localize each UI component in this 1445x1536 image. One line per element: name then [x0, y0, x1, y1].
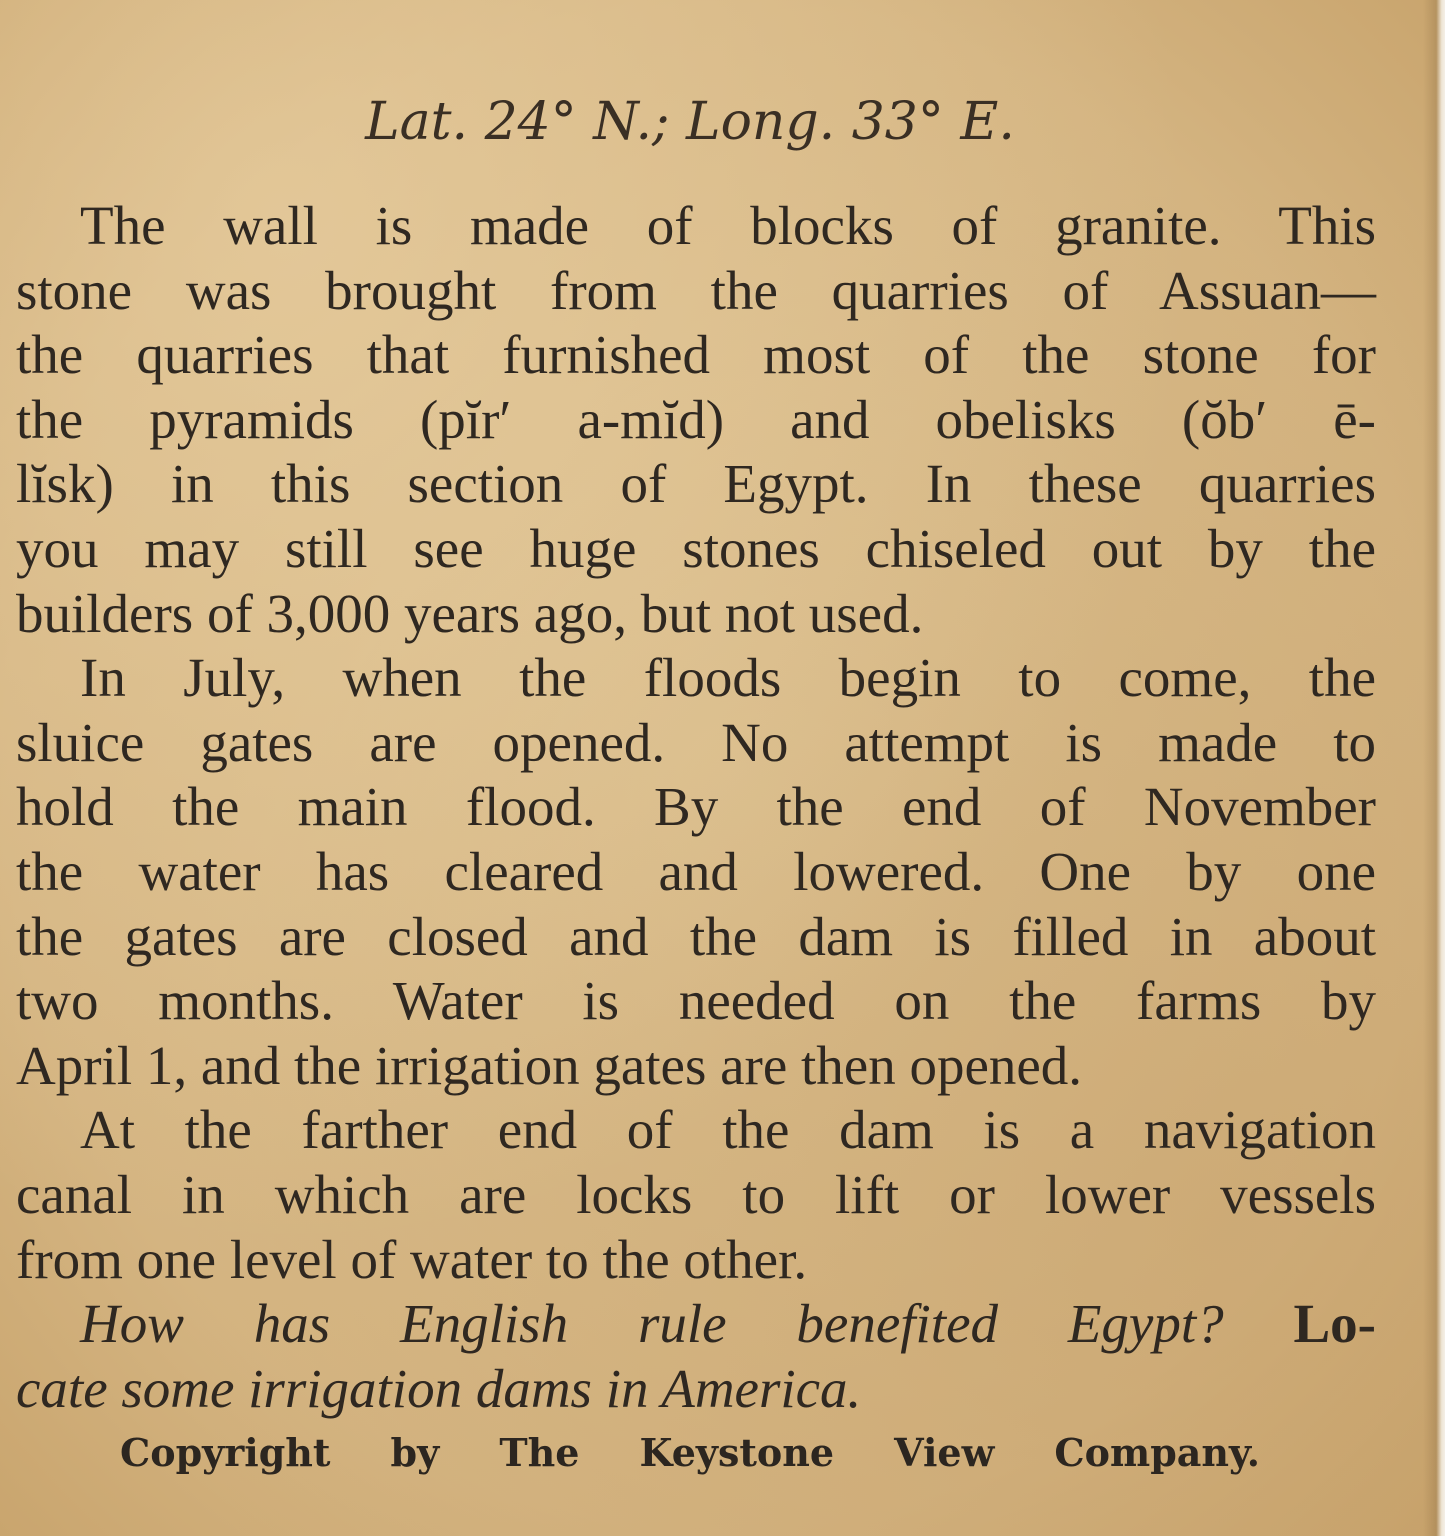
text-line: The wall is made of blocks of granite. This	[80, 195, 1376, 256]
text-line: you may still see huge stones chiseled out by the	[16, 517, 1376, 579]
text-line: the pyramids (pĭr′ a-mĭd) and obelisks (ŏb′ ē-	[16, 388, 1376, 450]
question-text: How has English rule benefited Egypt?	[80, 1293, 1224, 1355]
question-line	[16, 1292, 1376, 1357]
text-line: At the farther end of the dam is a navigation	[80, 1099, 1376, 1161]
paragraph-navigation	[16, 1098, 1376, 1292]
text-line: lĭsk) in this section of Egypt. In these quarries	[16, 453, 1376, 515]
text-line: canal in which are locks to lift or lower vessels	[16, 1163, 1376, 1225]
text-line: from one level of water to the other.	[16, 1228, 808, 1290]
coordinates-heading: Lat. 24° N.; Long. 33° E.	[365, 92, 1015, 152]
text-line: April 1, and the irrigation gates are then opened.	[16, 1034, 1083, 1096]
text-line: the quarries that furnished most of the stone for	[16, 324, 1376, 386]
text-line: In July, when the floods begin to come, the	[80, 647, 1376, 709]
paragraph-floods	[16, 646, 1376, 1098]
text-line: the gates are closed and the dam is filled in about	[16, 905, 1376, 967]
paragraph-granite	[16, 194, 1376, 646]
question-line: cate some irrigation dams in America.	[16, 1357, 862, 1419]
text-line: hold the main flood. By the end of November	[16, 776, 1376, 838]
question-hyphenated-word: Lo-	[1293, 1293, 1376, 1355]
text-line: builders of 3,000 years ago, but not used.	[16, 582, 924, 644]
card-edge	[1423, 0, 1445, 1536]
text-line: stone was brought from the quarries of Assuan—	[16, 259, 1376, 321]
text-line: the water has cleared and lowered. One by one	[16, 840, 1376, 902]
question	[16, 1292, 1376, 1421]
copyright-notice: Copyright by The Keystone View Company.	[120, 1430, 1260, 1475]
text-line: two months. Water is needed on the farms by	[16, 970, 1376, 1032]
card-text	[16, 194, 1376, 1421]
text-line: sluice gates are opened. No attempt is made to	[16, 711, 1376, 773]
